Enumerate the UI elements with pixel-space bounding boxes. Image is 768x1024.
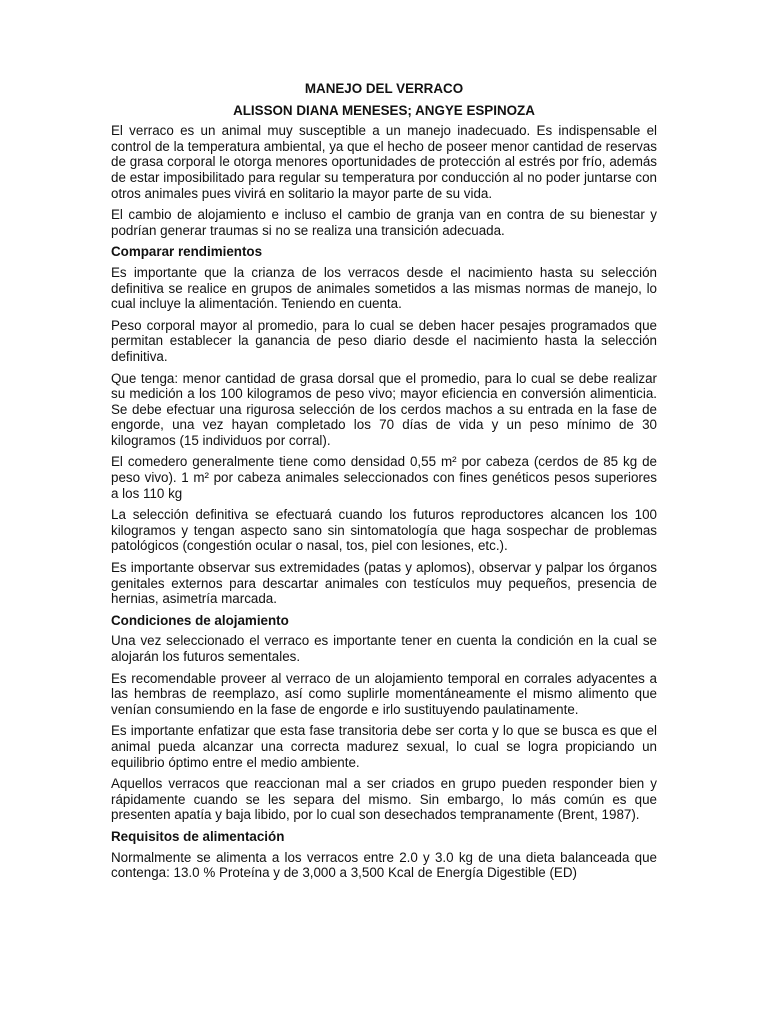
document-authors: ALISSON DIANA MENESES; ANGYE ESPINOZA [233,102,535,118]
paragraph: Que tenga: menor cantidad de grasa dorsal que el promedio, para lo cual se debe realizar su medición a los 100 kilogramos de peso vivo; mayor eficiencia en conversión alimenticia. Se debe efectuar una rigurosa selección de los cerdos machos a su entrada en la fase de engorde, una vez hayan completado los 70 días de vida y un peso mínimo de 30 kilogramos (15 individuos por corral). [111,370,657,448]
document-body [111,123,657,881]
section-heading: Comparar rendimientos [111,244,263,260]
paragraph: El comedero generalmente tiene como densidad 0,55 m² por cabeza (cerdos de 85 kg de peso vivo). 1 m² por cabeza animales seleccionados con fines genéticos pesos superiores a los 110 kg [111,454,657,501]
document-page [111,81,657,887]
paragraph: Es importante enfatizar que esta fase transitoria debe ser corta y lo que se busca es que el animal pueda alcanzar una correcta madurez sexual, lo cual se logra propiciando un equilibrio óptimo entre el medio ambiente. [111,723,657,770]
section-heading: Condiciones de alojamiento [111,612,289,628]
document-title: MANEJO DEL VERRACO [304,81,464,96]
paragraph: El cambio de alojamiento e incluso el cambio de granja van en contra de su bienestar y podrían generar traumas si no se realiza una transición adecuada. [111,207,657,238]
section-heading: Requisitos de alimentación [111,828,285,844]
paragraph: Una vez seleccionado el verraco es importante tener en cuenta la condición en la cual se alojarán los futuros sementales. [111,633,657,664]
paragraph: Es importante observar sus extremidades (patas y aplomos), observar y palpar los órganos genitales externos para descartar animales con testículos muy pequeños, presencia de hernias, asimetría marcada. [111,560,657,607]
paragraph: Es importante que la crianza de los verracos desde el nacimiento hasta su selección definitiva se realice en grupos de animales sometidos a las mismas normas de manejo, lo cual incluye la alimentación. Teniendo en cuenta. [111,264,657,312]
paragraph: El verraco es un animal muy susceptible a un manejo inadecuado. Es indispensable el control de la temperatura ambiental, ya que el hecho de poseer menor cantidad de reservas de grasa corporal le otorga menores oportunidades de protección al estrés por frío, además de estar imposibilitado para regular su temperatura por conducción al no poder juntarse con otros animales pues vivirá en solitario la mayor parte de su vida. [111,123,657,201]
paragraph: Aquellos verracos que reaccionan mal a ser criados en grupo pueden responder bien y rápidamente cuando se les separa del mismo. Sin embargo, lo más común es que presenten apatía y baja libido, por lo cual son desechados tempranamente (Brent, 1987). [111,776,657,823]
paragraph: La selección definitiva se efectuará cuando los futuros reproductores alcancen los 100 kilogramos y tengan aspecto sano sin sintomatología que haga sospechar de problemas patológicos (congestión ocular o nasal, tos, piel con lesiones, etc.). [111,507,657,554]
paragraph: Peso corporal mayor al promedio, para lo cual se deben hacer pesajes programados que permitan establecer la ganancia de peso diario desde el nacimiento hasta la selección definitiva. [111,317,657,364]
paragraph: Normalmente se alimenta a los verracos entre 2.0 y 3.0 kg de una dieta balanceada que contenga: 13.0 % Proteína y de 3,000 a 3,500 Kcal de Energía Digestible (ED) [111,849,657,881]
paragraph: Es recomendable proveer al verraco de un alojamiento temporal en corrales adyacentes a las hembras de reemplazo, así como suplirle momentáneamente el mismo alimento que venían consumiendo en la fase de engorde e irlo sustituyendo paulatinamente. [111,670,657,717]
